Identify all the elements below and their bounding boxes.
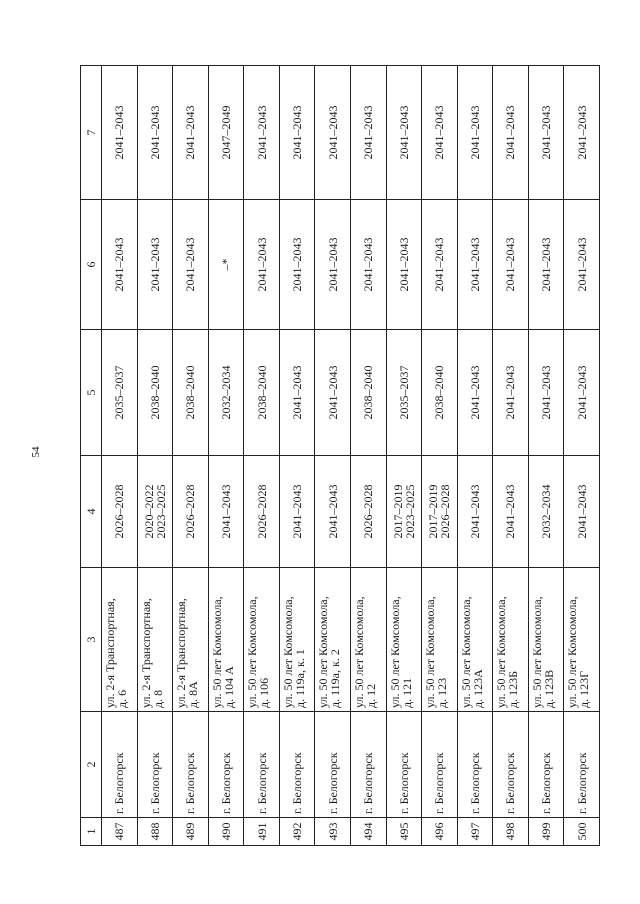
city-cell: г. Белогорск [564,712,600,818]
rotated-table-container [80,66,600,846]
row-number-cell: 500 [564,818,600,846]
period-cell-5: 2041–2043 [279,330,315,456]
table-row [102,66,138,846]
table-row [528,66,564,846]
period-cell-7: 2041–2043 [137,66,173,200]
header-cell: 7 [81,66,102,200]
header-cell: 3 [81,568,102,712]
period-cell-4 [564,456,600,568]
period-cell-4 [137,456,173,568]
address-cell [528,568,564,712]
period-cell-6: 2041–2043 [422,200,458,330]
city-cell: г. Белогорск [102,712,138,818]
table-row [279,66,315,846]
period-cell-6: 2041–2043 [102,200,138,330]
row-number-cell: 499 [528,818,564,846]
address-cell-line: ул. 50 лет Комсомола, [565,596,580,708]
period-cell-7: 2041–2043 [457,66,493,200]
table-row [173,66,209,846]
row-number-cell: 489 [173,818,209,846]
period-cell-7: 2047–2049 [208,66,244,200]
address-cell-line: ул. 50 лет Комсомола, [458,596,473,708]
address-cell-line: д. 119а, к. 1 [292,649,307,708]
period-cell-5: 2032–2034 [208,330,244,456]
period-cell-6: 2041–2043 [244,200,280,330]
address-cell [244,568,280,712]
period-cell-5: 2038–2040 [137,330,173,456]
header-cell: 1 [81,818,102,846]
header-cell: 4 [81,456,102,568]
address-cell-line: д. 106 [257,677,272,708]
city-cell: г. Белогорск [350,712,386,818]
period-cell-4 [102,456,138,568]
period-cell-4 [315,456,351,568]
city-cell: г. Белогорск [279,712,315,818]
period-cell-5: 2041–2043 [528,330,564,456]
period-cell-4 [457,456,493,568]
period-cell-4-line: 2026–2028 [361,484,376,539]
period-cell-7: 2041–2043 [350,66,386,200]
city-cell: г. Белогорск [493,712,529,818]
address-cell-line: ул. 50 лет Комсомола, [351,596,366,708]
city-cell: г. Белогорск [173,712,209,818]
row-number-cell: 495 [386,818,422,846]
address-cell-line: д. 123В [541,669,556,708]
address-cell [173,568,209,712]
period-cell-4-line: 2020–2022 [141,484,156,539]
period-cell-7: 2041–2043 [422,66,458,200]
table-row [564,66,600,846]
city-cell: г. Белогорск [208,712,244,818]
table-row [386,66,422,846]
table-row [137,66,173,846]
city-cell: г. Белогорск [137,712,173,818]
table-row [457,66,493,846]
table-row [422,66,458,846]
page-number: 54 [30,446,42,458]
address-cell-line: ул. 50 лет Комсомола, [423,596,438,708]
header-cell: 6 [81,200,102,330]
period-cell-6: 2041–2043 [137,200,173,330]
table-row [493,66,529,846]
period-cell-5: 2038–2040 [173,330,209,456]
address-cell-line: ул. 2-я Транспортная, [138,598,153,708]
period-cell-7: 2041–2043 [564,66,600,200]
address-cell-line: д. 123А [470,669,485,708]
table-row [244,66,280,846]
period-cell-4 [279,456,315,568]
period-cell-7: 2041–2043 [315,66,351,200]
period-cell-4-line: 2023–2025 [153,484,168,539]
period-cell-4-line: 2041–2043 [467,484,482,539]
period-cell-4 [493,456,529,568]
period-cell-5: 2038–2040 [244,330,280,456]
period-cell-4 [350,456,386,568]
row-number-cell: 492 [279,818,315,846]
city-cell: г. Белогорск [528,712,564,818]
header-cell: 5 [81,330,102,456]
address-cell [315,568,351,712]
address-cell-line: ул. 50 лет Комсомола, [280,596,295,708]
city-cell: г. Белогорск [315,712,351,818]
table-row [315,66,351,846]
row-number-cell: 498 [493,818,529,846]
period-cell-7: 2041–2043 [173,66,209,200]
period-cell-6: 2041–2043 [564,200,600,330]
row-number-cell: 488 [137,818,173,846]
period-cell-5: 2041–2043 [564,330,600,456]
address-cell-line: д. 6 [115,689,129,708]
address-cell-line: д. 119а, к. 2 [328,649,343,708]
period-cell-4 [528,456,564,568]
period-cell-5: 2038–2040 [350,330,386,456]
table-row [208,66,244,846]
city-cell: г. Белогорск [457,712,493,818]
address-cell [350,568,386,712]
address-cell [422,568,458,712]
period-cell-5: 2035–2037 [102,330,138,456]
period-cell-7: 2041–2043 [279,66,315,200]
period-cell-4-line: 2041–2043 [574,484,589,539]
address-cell [386,568,422,712]
header-row [81,66,102,846]
period-cell-4-line: 2041–2043 [218,484,233,539]
city-cell: г. Белогорск [386,712,422,818]
address-cell-line: д. 8 [150,689,165,708]
address-cell-line: ул. 50 лет Комсомола, [245,596,260,708]
address-cell-line: ул. 2-я Транспортная, [103,598,117,708]
period-cell-7: 2041–2043 [493,66,529,200]
table-row [350,66,386,846]
row-number-cell: 490 [208,818,244,846]
period-cell-4-line: 2023–2025 [402,484,417,539]
header-cell: 2 [81,712,102,818]
row-number-cell: 493 [315,818,351,846]
period-cell-7: 2041–2043 [244,66,280,200]
address-cell-line: ул. 50 лет Комсомола, [316,596,331,708]
address-cell-line: д. 12 [363,683,378,708]
city-cell: г. Белогорск [422,712,458,818]
period-cell-7: 2041–2043 [528,66,564,200]
period-cell-4-line: 2032–2034 [539,484,554,539]
period-cell-4 [422,456,458,568]
period-cell-6: 2041–2043 [350,200,386,330]
row-number-cell: 497 [457,818,493,846]
period-cell-5: 2041–2043 [457,330,493,456]
address-cell [564,568,600,712]
address-cell-line: д. 104 А [221,666,236,708]
address-cell-line: д. 123Г [577,670,592,708]
period-cell-6: –* [208,200,244,330]
row-number-cell: 487 [102,818,138,846]
period-cell-4-line: 2041–2043 [290,484,305,539]
period-cell-7: 2041–2043 [386,66,422,200]
address-cell-line: ул. 50 лет Комсомола, [494,596,509,708]
period-cell-4-line: 2026–2028 [438,484,453,539]
period-cell-6: 2041–2043 [279,200,315,330]
period-cell-4-line: 2017–2019 [426,484,441,539]
address-cell [279,568,315,712]
row-number-cell: 491 [244,818,280,846]
period-cell-4 [208,456,244,568]
address-cell [493,568,529,712]
row-number-cell: 494 [350,818,386,846]
address-cell-line: д. 8А [186,681,201,708]
period-cell-4-line: 2026–2028 [112,484,127,539]
period-cell-6: 2041–2043 [493,200,529,330]
period-cell-7: 2041–2043 [102,66,138,200]
address-cell-line: ул. 50 лет Комсомола, [529,596,544,708]
schedule-table [80,65,600,846]
period-cell-6: 2041–2043 [386,200,422,330]
period-cell-6: 2041–2043 [528,200,564,330]
period-cell-5: 2038–2040 [422,330,458,456]
row-number-cell: 496 [422,818,458,846]
city-cell: г. Белогорск [244,712,280,818]
address-cell [457,568,493,712]
period-cell-4 [244,456,280,568]
address-cell-line: д. 123Б [506,671,521,708]
period-cell-5: 2035–2037 [386,330,422,456]
period-cell-5: 2041–2043 [315,330,351,456]
address-cell-line: д. 123 [435,677,450,708]
address-cell-line: д. 121 [399,677,414,708]
period-cell-4-line: 2017–2019 [390,484,405,539]
address-cell-line: ул. 2-я Транспортная, [174,598,189,708]
period-cell-4 [386,456,422,568]
period-cell-4-line: 2026–2028 [183,484,198,539]
period-cell-4-line: 2041–2043 [325,484,340,539]
period-cell-4 [173,456,209,568]
address-cell-line: ул. 50 лет Комсомола, [209,596,224,708]
address-cell [137,568,173,712]
period-cell-6: 2041–2043 [315,200,351,330]
address-cell [208,568,244,712]
period-cell-6: 2041–2043 [173,200,209,330]
period-cell-4-line: 2041–2043 [503,484,518,539]
period-cell-4-line: 2026–2028 [254,484,269,539]
period-cell-5: 2041–2043 [493,330,529,456]
address-cell [102,568,138,712]
period-cell-6: 2041–2043 [457,200,493,330]
address-cell-line: ул. 50 лет Комсомола, [387,596,402,708]
